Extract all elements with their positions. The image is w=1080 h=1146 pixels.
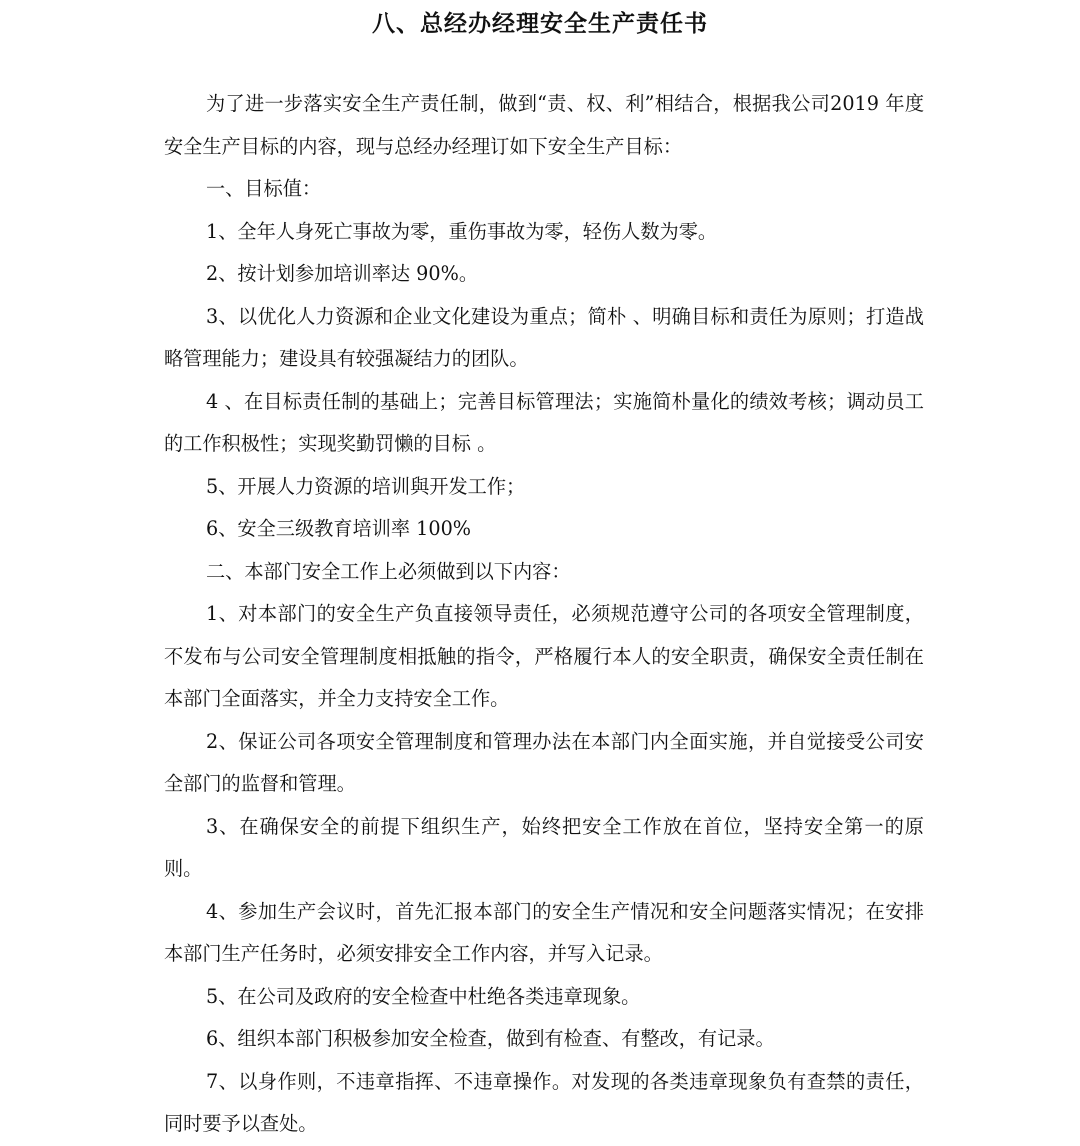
document-title: 八、总经办经理安全生产责任书 (372, 10, 708, 37)
requirement-item-6: 6、组织本部门积极参加安全检查，做到有检查、有整改，有记录。 (206, 1027, 775, 1050)
target-item-4: 4 、在目标责任制的基础上；完善目标管理法；实施简朴量化的绩效考核；调动员工的工作积极性；实现奖勤罚懒的目标 。 (164, 389, 924, 455)
target-item-3: 3、以优化人力资源和企业文化建设为重点；简朴 、明确目标和责任为原则；打造战略管理能力；建设具有较强凝结力的团队。 (164, 304, 924, 370)
document-body (164, 83, 924, 1146)
requirement-item-7: 7、以身作则，不违章指挥、不违章操作。对发现的各类违章现象负有查禁的责任，同时要予以查处。 (164, 1069, 924, 1135)
target-item-6: 6、安全三级教育培训率 100% (206, 517, 472, 540)
target-item-5: 5、开展人力资源的培训與开发工作； (206, 474, 526, 498)
target-item-1: 1、全年人身死亡事故为零，重伤事故为零，轻伤人数为零。 (206, 219, 718, 243)
requirement-item-4: 4、参加生产会议时，首先汇报本部门的安全生产情况和安全问题落实情况；在安排本部门生产任务时，必须安排安全工作内容，并写入记录。 (164, 899, 924, 965)
requirement-item-2: 2、保证公司各项安全管理制度和管理办法在本部门内全面实施，并自觉接受公司安全部门的监督和管理。 (164, 729, 924, 795)
paragraph-intro: 为了进一步落实安全生产责任制，做到“责、权、利”相结合，根据我公司2019 年度安全生产目标的内容，现与总经办经理订如下安全生产目标： (164, 92, 924, 158)
requirement-item-5: 5、在公司及政府的安全检查中杜绝各类违章现象。 (206, 984, 641, 1008)
target-item-2: 2、按计划参加培训率达 90%。 (206, 262, 479, 285)
section-heading-targets: 一、目标值： (206, 177, 322, 200)
requirement-item-3: 3、在确保安全的前提下组织生产，始终把安全工作放在首位，坚持安全第一的原则。 (164, 814, 924, 880)
requirement-item-1: 1、对本部门的安全生产负直接领导责任，必须规范遵守公司的各项安全管理制度，不发布与公司安全管理制度相抵触的指令，严格履行本人的安全职责，确保安全责任制在本部门全面落实，并全力支持安全工作。 (164, 602, 924, 710)
section-heading-requirements: 二、本部门安全工作上必须做到以下内容： (206, 559, 571, 583)
